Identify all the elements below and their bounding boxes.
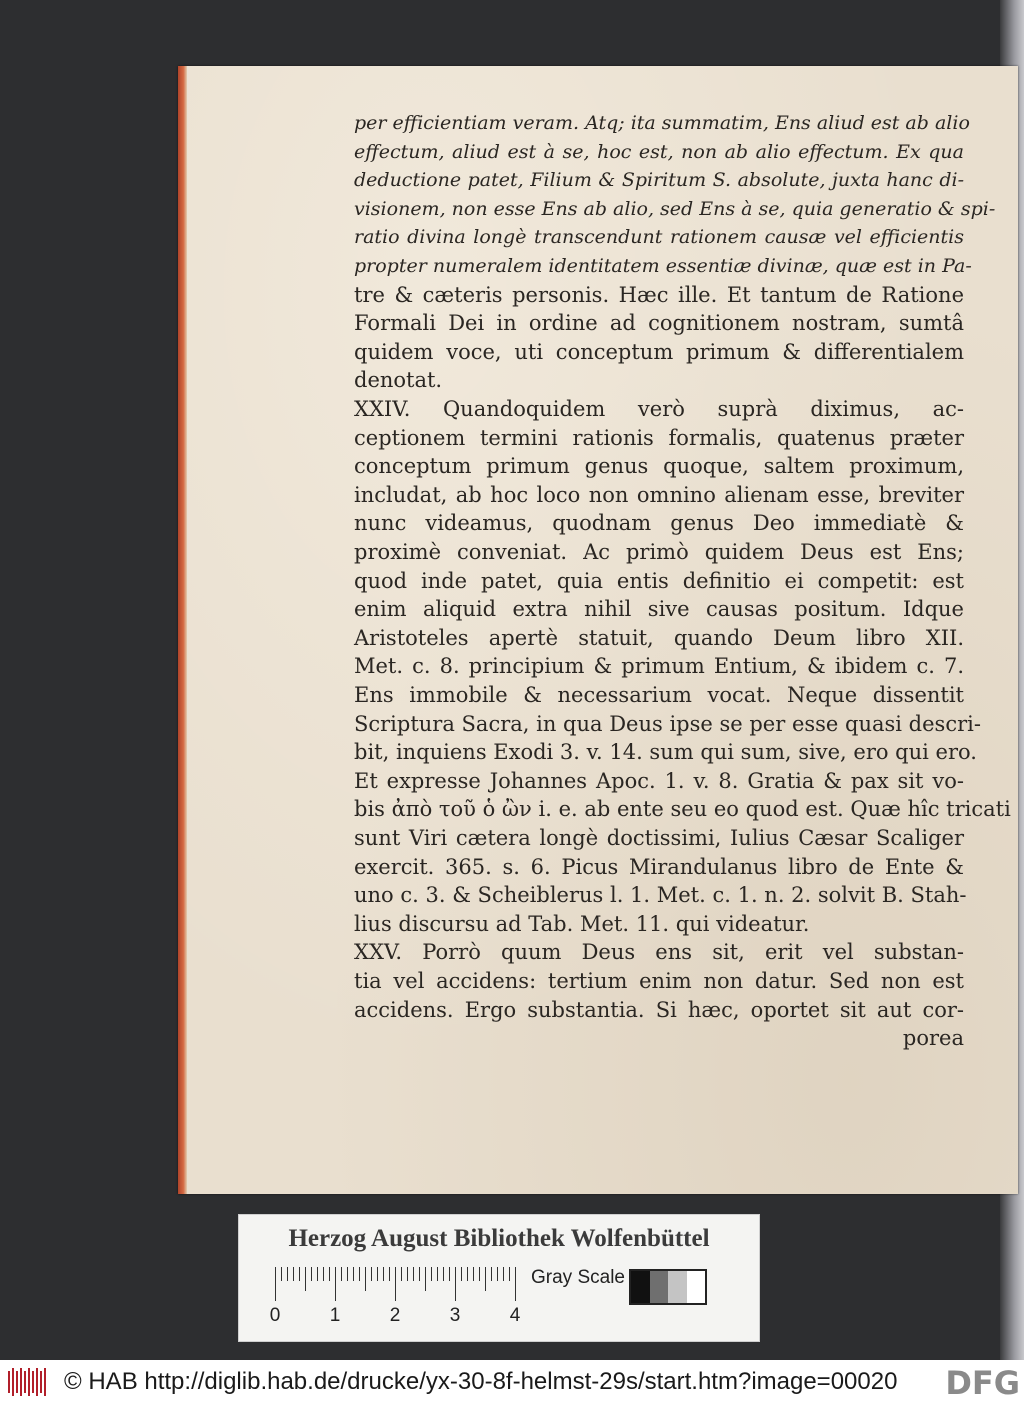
ruler-tick [347, 1267, 348, 1281]
logo-bar [12, 1368, 14, 1396]
text-line: enim aliquid extra nihil sive causas positum. Idque [354, 597, 964, 622]
ruler-number: 3 [449, 1305, 461, 1326]
library-label-card [238, 1214, 760, 1342]
ruler-tick [365, 1267, 366, 1291]
ruler-tick [383, 1267, 384, 1281]
ruler-tick [335, 1267, 336, 1301]
page-binding-edge [178, 66, 187, 1194]
logo-bar [20, 1368, 22, 1396]
gray-scale-cell [668, 1271, 687, 1303]
book-page [178, 66, 1018, 1194]
text-line: nunc videamus, quodnam genus Deo immediatè & [354, 511, 964, 536]
ruler-tick [509, 1267, 510, 1281]
ruler-tick [455, 1267, 456, 1301]
ruler-tick [287, 1267, 288, 1281]
text-line: effectum, aliud est à se, hoc est, non ab alio effectum. Ex qua [354, 140, 964, 163]
ruler-tick [437, 1267, 438, 1281]
text-line: propter numeralem identitatem essentiæ divinæ, quæ est in Pa- [354, 255, 972, 277]
ruler-tick [377, 1267, 378, 1281]
ruler-tick [479, 1267, 480, 1281]
text-line: accidens. Ergo substantia. Si hæc, oportet sit aut cor- [354, 997, 964, 1022]
ruler-tick [299, 1267, 300, 1281]
footer-bar [0, 1360, 1024, 1404]
text-line: Aristoteles apertè statuit, quando Deum libro XII. [354, 625, 964, 650]
ruler-tick [401, 1267, 402, 1281]
ruler-tick [371, 1267, 372, 1281]
text-line: Formali Dei in ordine ad cognitionem nostram, sumtâ [354, 311, 964, 336]
ruler-tick [341, 1267, 342, 1281]
text-line: XXV. Porrò quum Deus ens sit, erit vel substan- [354, 940, 964, 965]
gray-scale-cell [650, 1271, 669, 1303]
text-line: quod inde patet, quia entis definitio ei competit: est [354, 568, 964, 593]
text-line: Ens immobile & necessarium vocat. Neque dissentit [354, 683, 964, 707]
gray-scale-swatch [629, 1269, 707, 1305]
text-line: per efficientiam veram. Atq; ita summatim, Ens aliud est ab alio [354, 112, 970, 134]
logo-bar [36, 1368, 38, 1396]
ruler-tick [329, 1267, 330, 1281]
logo-bar [28, 1368, 30, 1396]
text-line: exercit. 365. s. 6. Picus Mirandulanus libro de Ente & [354, 854, 964, 879]
text-line: includat, ab hoc loco non omnino alienam esse, breviter [354, 482, 964, 507]
ruler-tick [473, 1267, 474, 1281]
logo-bar [40, 1371, 42, 1393]
ruler-tick [497, 1267, 498, 1281]
ruler-tick [431, 1267, 432, 1281]
text-line: visionem, non esse Ens ab alio, sed Ens à se, quia generatio & spi- [354, 197, 996, 220]
ruler-tick [311, 1267, 312, 1281]
ruler-tick [281, 1267, 282, 1281]
text-line: porea [902, 1026, 964, 1051]
text-line: deductione patet, Filium & Spiritum S. absolute, juxta hanc di- [354, 169, 964, 192]
text-line: lius discursu ad Tab. Met. 11. qui videatur. [354, 911, 810, 936]
ruler-tick [467, 1267, 468, 1281]
ruler-tick [395, 1267, 396, 1301]
ruler-tick [275, 1267, 276, 1301]
text-line: Et expresse Johannes Apoc. 1. v. 8. Gratia & pax sit vo- [354, 768, 964, 793]
ruler-tick [305, 1267, 306, 1291]
ruler-tick [389, 1267, 390, 1281]
ruler-tick [443, 1267, 444, 1281]
text-line: sunt Viri cætera longè doctissimi, Iulius Cæsar Scaliger [354, 826, 964, 850]
ruler-tick [449, 1267, 450, 1281]
logo-bar [32, 1371, 34, 1393]
text-line: tia vel accidens: tertium enim non datur. Sed non est [354, 969, 964, 993]
text-line: uno c. 3. & Scheiblerus l. 1. Met. c. 1. n. 2. solvit B. Stah- [354, 883, 967, 908]
ruler-tick [407, 1267, 408, 1281]
ruler-tick [419, 1267, 420, 1281]
text-line: XXIV. Quandoquidem verò suprà diximus, ac- [354, 397, 964, 421]
ruler-tick [353, 1267, 354, 1281]
ruler-tick [503, 1267, 504, 1281]
logo-bar [24, 1371, 26, 1393]
ruler-tick [491, 1267, 492, 1281]
logo-bar [16, 1371, 18, 1393]
text-line: denotat. [354, 368, 443, 393]
ruler-tick [515, 1267, 516, 1301]
ruler-tick [359, 1267, 360, 1281]
text-line: tre & cæteris personis. Hæc ille. Et tantum de Ratione [354, 282, 964, 307]
text-line: ratio divina longè transcendunt rationem causæ vel efficientis [354, 226, 964, 249]
ruler-tick [461, 1267, 462, 1281]
text-line: ceptionem termini rationis formalis, quatenus præter [354, 425, 964, 450]
footer-url[interactable]: © HAB http://diglib.hab.de/drucke/yx-30-8f-helmst-29s/start.htm?image=00020 [64, 1368, 898, 1395]
gray-scale-cell [687, 1271, 706, 1303]
text-line: conceptum primum genus quoque, saltem proximum, [354, 454, 964, 479]
library-name: Herzog August Bibliothek Wolfenbüttel [288, 1225, 710, 1252]
ruler-tick [425, 1267, 426, 1291]
dfg-logo: DFG [945, 1364, 1020, 1402]
ruler-tick [323, 1267, 324, 1281]
logo-bar [44, 1368, 46, 1396]
ruler-tick [317, 1267, 318, 1281]
text-line: Met. c. 8. principium & primum Entium, & ibidem c. 7. [354, 654, 964, 679]
gray-scale-cell [631, 1271, 650, 1303]
measurement-ruler [275, 1267, 515, 1303]
ruler-tick [413, 1267, 414, 1281]
text-line: bit, inquiens Exodi 3. v. 14. sum qui sum, sive, ero qui ero. [354, 740, 977, 765]
ruler-number: 2 [389, 1305, 401, 1326]
text-line: bis ἀπὸ τοῦ ὁ ὢν i. e. ab ente seu eo quod est. Quæ hîc tricati [354, 797, 1011, 822]
text-line: quidem voce, uti conceptum primum & differentialem [354, 339, 964, 364]
text-line: proximè conveniat. Ac primò quidem Deus est Ens; [354, 540, 964, 564]
ruler-number: 0 [269, 1305, 281, 1326]
text-line: Scriptura Sacra, in qua Deus ipse se per esse quasi descri- [354, 711, 981, 736]
ruler-number: 1 [329, 1305, 341, 1326]
gray-scale-label: Gray Scale [531, 1267, 625, 1288]
ruler-tick [293, 1267, 294, 1281]
hab-logo-icon [8, 1368, 48, 1396]
logo-bar [8, 1371, 10, 1393]
ruler-number: 4 [509, 1305, 521, 1326]
ruler-tick [485, 1267, 486, 1291]
